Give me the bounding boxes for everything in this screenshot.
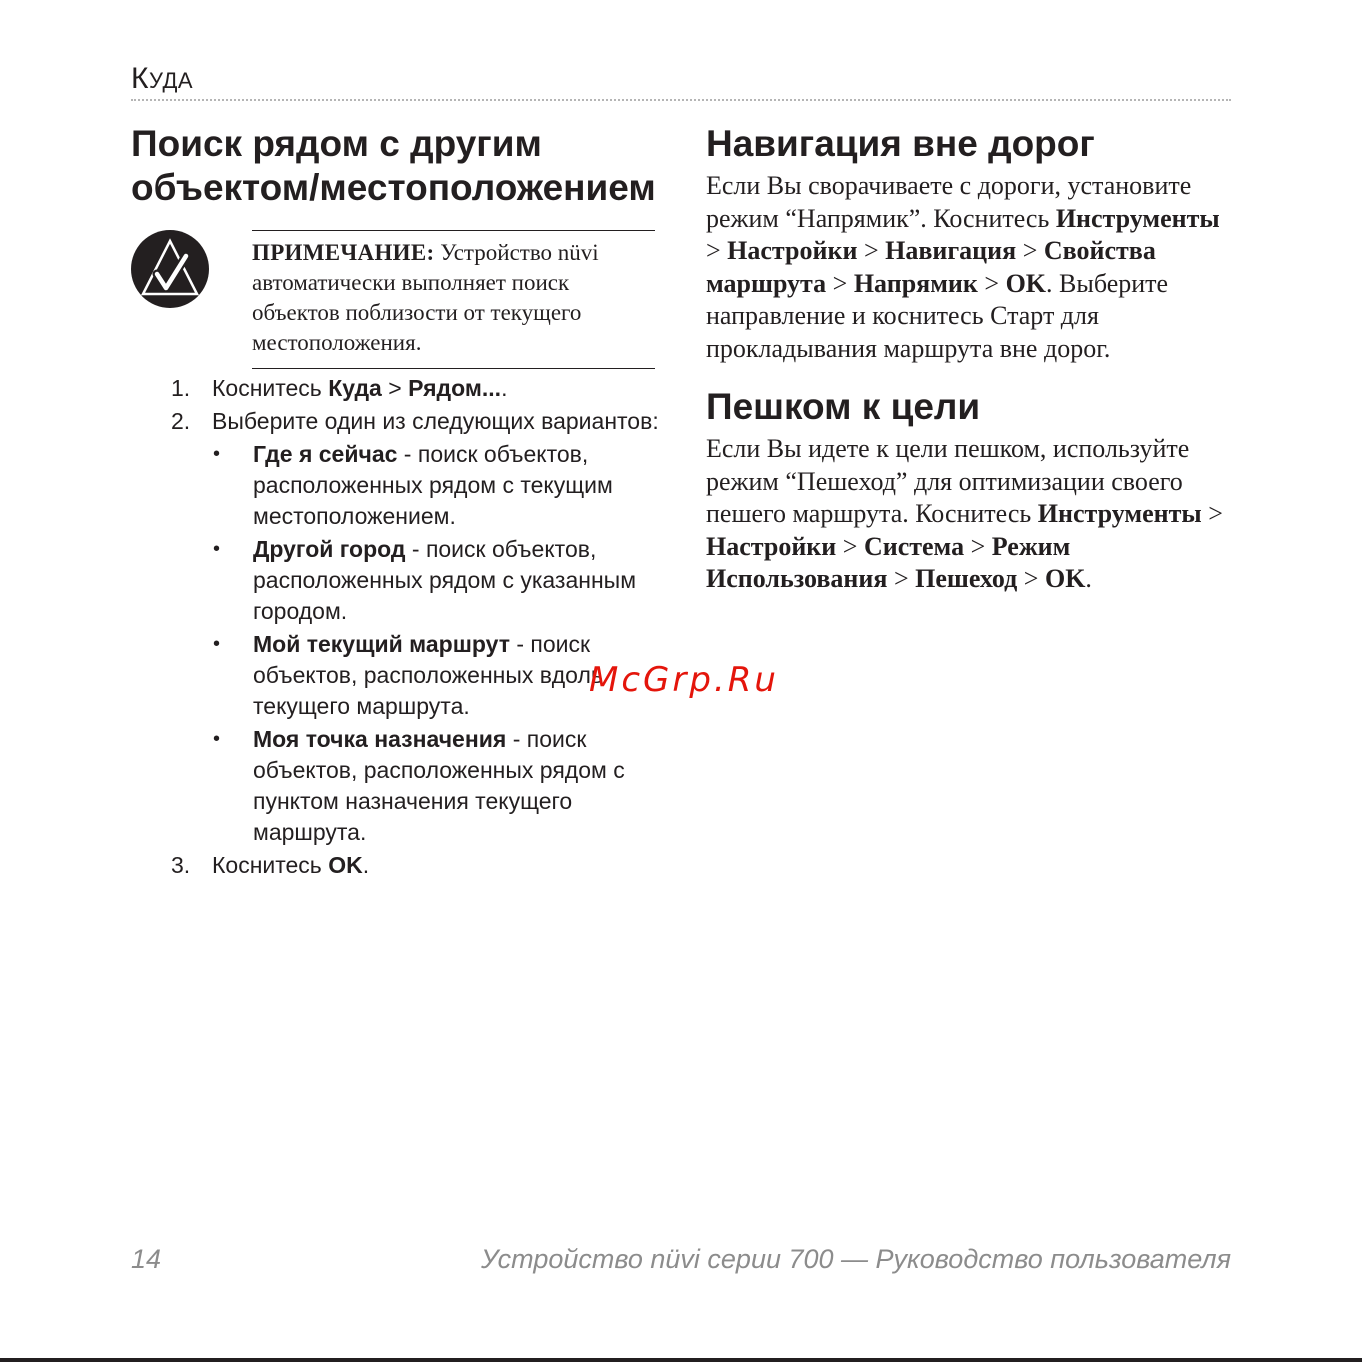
path-separator: > <box>381 375 409 401</box>
bullet: • <box>213 538 221 560</box>
paragraph-text: Если Вы сворачиваете с дороги, установите режим “Напрямик”. Коснитесь <box>706 171 1192 233</box>
path-separator: > <box>857 236 886 265</box>
step-text: Коснитесь <box>212 375 329 401</box>
option-another-city <box>212 534 661 627</box>
path-separator: > <box>1017 564 1045 593</box>
path-separator: > <box>964 531 992 561</box>
path-separator: > <box>1201 499 1223 528</box>
menu-path-usage-mode: Режим Использования <box>706 531 1071 593</box>
option-description: - поиск объектов, расположенных рядом с пунктом назначения текущего маршрута. <box>253 726 625 845</box>
path-separator: > <box>977 268 1006 298</box>
option-description: - поиск объектов, расположенных рядом с текущим местоположением. <box>253 441 613 529</box>
option-description: - поиск объектов, расположенных вдоль текущего маршрута. <box>253 631 603 719</box>
right-column <box>706 122 1236 596</box>
footer-manual-title: Устройство nüvi серии 700 — Руководство пользователя <box>480 1244 1231 1274</box>
section-title-nearby-search: Поиск рядом с другим объектом/местоположением <box>131 123 656 208</box>
path-separator: > <box>836 531 864 561</box>
step-number: 1. <box>171 375 191 401</box>
option-description: - поиск объектов, расположенных рядом с указанным городом. <box>253 536 637 624</box>
pedestrian-paragraph <box>706 433 1236 596</box>
off-road-paragraph <box>706 170 1236 365</box>
running-head <box>131 62 193 96</box>
step-2 <box>131 406 661 848</box>
step-period: . <box>362 852 370 878</box>
bullet: • <box>213 728 221 750</box>
menu-path-tools: Инструменты <box>1037 499 1202 528</box>
path-separator: > <box>1016 236 1044 265</box>
menu-path-settings: Настройки <box>706 531 837 561</box>
step-number: 3. <box>171 852 191 878</box>
menu-path-pedestrian: Пешеход <box>915 564 1018 593</box>
step-3 <box>131 850 661 881</box>
running-head-initial: К <box>131 62 149 95</box>
menu-path-ok: OK <box>1044 564 1086 593</box>
page-number: 14 <box>131 1244 162 1274</box>
menu-path-ok: OK <box>328 852 363 878</box>
bottom-edge-rule <box>0 1358 1362 1362</box>
menu-path-ok: OK <box>1005 268 1047 298</box>
bullet: • <box>213 633 221 655</box>
menu-path-off-road: Напрямик <box>853 268 978 298</box>
menu-path-settings: Настройки <box>727 236 858 265</box>
note-text: Устройство nüvi автоматически выполняет поиск объектов поблизости от текущего местоположения. <box>252 240 599 355</box>
option-label: Моя точка назначения <box>253 726 507 752</box>
menu-path-tools: Инструменты <box>1055 203 1220 233</box>
path-separator: > <box>826 268 854 298</box>
path-separator: > <box>706 236 728 265</box>
note-block <box>131 230 661 365</box>
bullet: • <box>213 443 221 465</box>
note-text-box <box>252 230 655 369</box>
menu-path-near: Рядом... <box>408 375 502 401</box>
step-text: Выберите один из следующих вариантов: <box>212 408 659 434</box>
steps-list <box>131 373 661 881</box>
paragraph-text: . Выберите направление и коснитесь Старт для прокладывания маршрута вне дорог. <box>706 268 1169 363</box>
menu-path-where-to: Куда <box>328 375 382 401</box>
option-where-i-am <box>212 439 661 532</box>
path-separator: > <box>887 564 916 593</box>
section-title-off-road: Навигация вне дорог <box>706 123 1095 164</box>
section-title-pedestrian: Пешком к цели <box>706 386 981 427</box>
step-number: 2. <box>171 408 191 434</box>
paragraph-text: Если Вы идете к цели пешком, используйте режим “Пешеход” для оптимизации своего пешего маршрута. Коснитесь <box>706 434 1190 528</box>
checkmark-note-icon <box>131 230 209 308</box>
options-list <box>212 439 661 848</box>
step-1 <box>131 373 661 404</box>
step-period: . <box>501 375 508 401</box>
option-my-destination <box>212 724 661 848</box>
watermark: McGrp.Ru <box>589 660 779 700</box>
menu-path-system: Система <box>863 531 965 561</box>
option-label: Где я сейчас <box>253 441 398 467</box>
left-column <box>131 122 661 883</box>
menu-path-navigation: Навигация <box>885 236 1017 265</box>
option-label: Мой текущий маршрут <box>253 631 510 657</box>
option-label: Другой город <box>253 536 406 562</box>
header-dotted-rule <box>131 99 1231 101</box>
note-label: ПРИМЕЧАНИЕ: <box>252 240 435 265</box>
step-text: Коснитесь <box>212 852 329 878</box>
menu-path-route-preference: Свойства маршрута <box>706 236 1156 298</box>
paragraph-text: . <box>1085 564 1092 593</box>
running-head-rest: УДА <box>148 68 194 93</box>
